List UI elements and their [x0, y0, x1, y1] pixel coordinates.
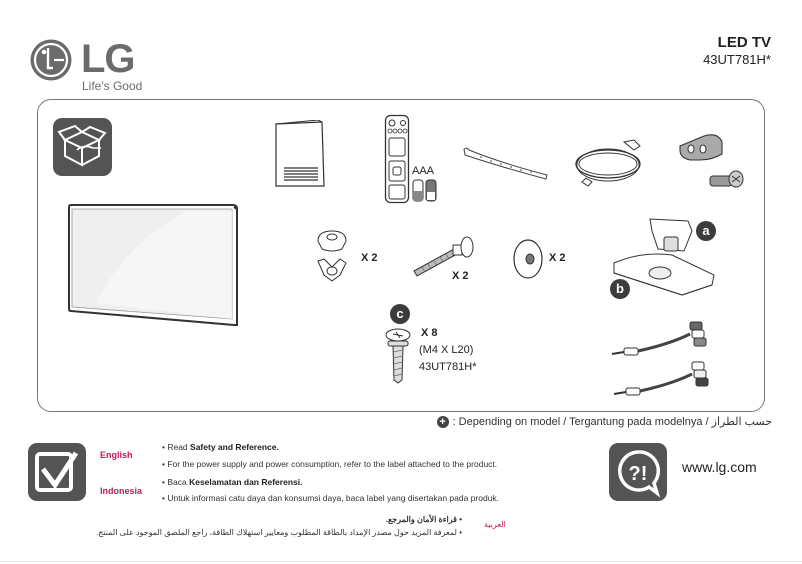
lang-indonesia: Indonesia [100, 486, 143, 496]
av-cable-2-icon [612, 358, 722, 400]
plus-circle-icon: + [437, 416, 449, 428]
power-cord-icon [572, 138, 652, 188]
washer-quantity: X 2 [549, 252, 566, 264]
badge-a: a [696, 221, 716, 241]
av-cable-1-icon [610, 318, 720, 360]
help-speech-bubble-icon [609, 443, 667, 501]
brand-tagline: Life's Good [82, 79, 143, 93]
bolt-quantity: X 2 [452, 270, 469, 282]
lg-logo-icon [29, 38, 73, 82]
open-box-icon [53, 118, 112, 176]
indonesia-line-1: • Baca Keselamatan dan Referensi. [162, 477, 303, 487]
stand-screw-icon [384, 328, 412, 384]
battery-label: AAA [412, 165, 435, 177]
badge-b: b [610, 279, 630, 299]
product-model: 43UT781H* [703, 52, 771, 67]
tv-illustration [66, 203, 239, 326]
support-url[interactable]: www.lg.com [682, 459, 757, 475]
nut-and-wing-nut-icon [314, 225, 350, 283]
lang-english: English [100, 450, 133, 460]
owners-manual-icon [274, 120, 326, 188]
lang-arabic: العربية [484, 520, 506, 529]
bottom-divider [0, 561, 802, 562]
english-line-2: • For the power supply and power consumption, refer to the label attached to the product. [162, 459, 498, 469]
brand-name: LG [81, 37, 135, 81]
batteries-icon [412, 178, 438, 202]
badge-c: c [390, 304, 410, 324]
svg-text:?!: ?! [628, 463, 648, 485]
remote-control-icon [384, 114, 410, 204]
nut-quantity: X 2 [361, 252, 378, 264]
stand-screw-spec: (M4 X L20) [419, 344, 474, 356]
cable-clip-and-screw-icon [678, 132, 746, 190]
checklist-icon [28, 443, 86, 501]
model-dependency-note [437, 415, 772, 428]
washer-icon [510, 237, 546, 281]
arabic-line-2: • لمعرفة المزيد حول مصدر الإمداد بالطاقة المطلوب ومعايير استهلاك الطاقة، راجع الملصق الموجود على المنتج. [95, 528, 462, 537]
cable-holder-icon [461, 145, 551, 183]
english-line-1: • Read Safety and Reference. [162, 442, 279, 452]
note-text: : Depending on model / Tergantung pada modelnya / حسب الطراز [452, 416, 772, 428]
stand-screw-model: 43UT781H* [419, 361, 477, 373]
indonesia-line-2: • Untuk informasi catu daya dan konsumsi daya, baca label yang disertakan pada produk. [162, 493, 500, 503]
product-type: LED TV [717, 34, 771, 51]
arabic-line-1: • قراءة الأمان والمرجع. [385, 515, 462, 524]
stand-screw-quantity: X 8 [421, 327, 438, 339]
